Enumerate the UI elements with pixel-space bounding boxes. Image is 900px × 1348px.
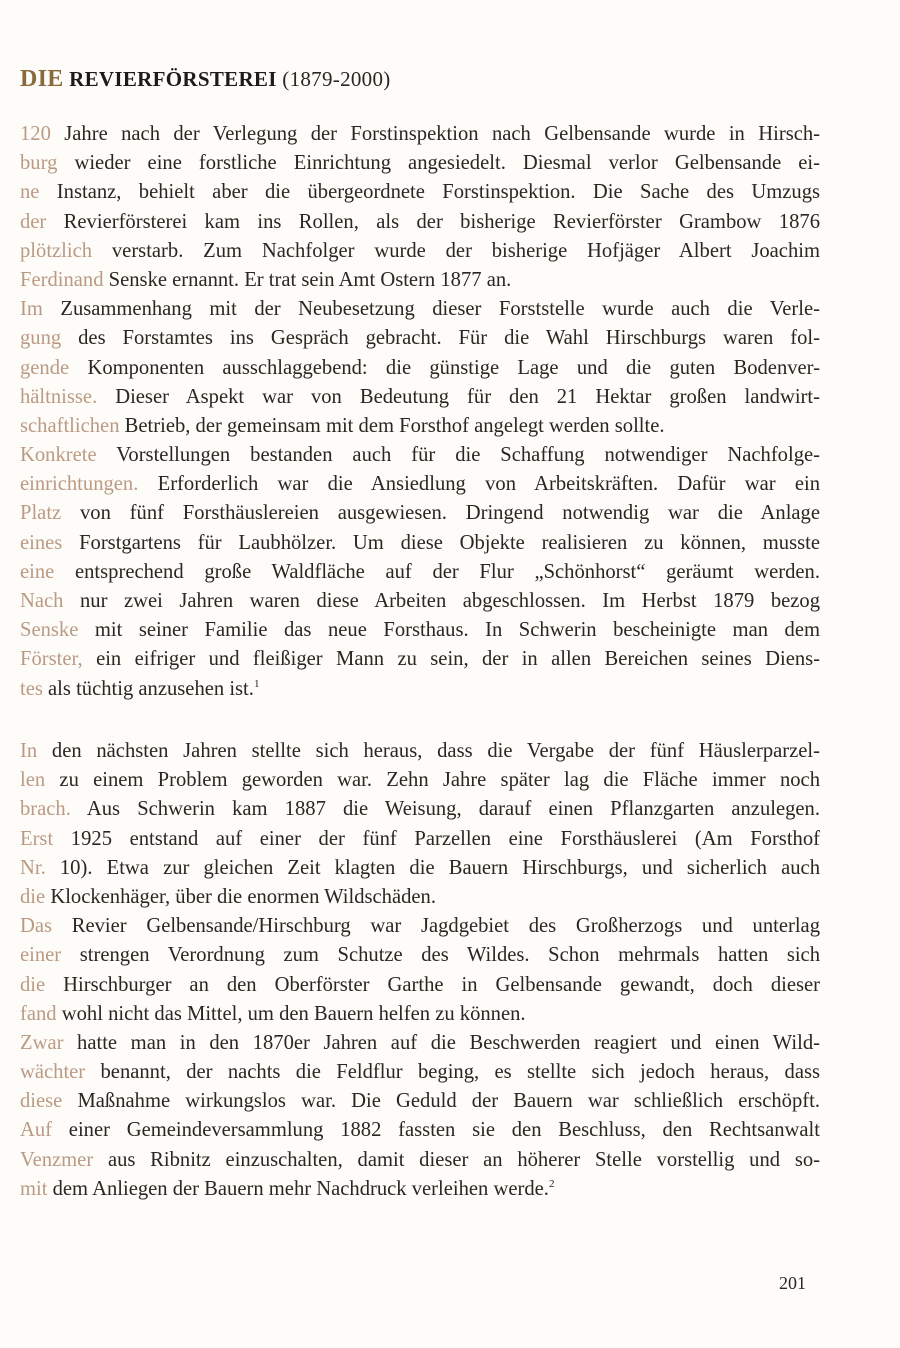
- text-line: [20, 120, 820, 149]
- footnote-marker: 1: [253, 677, 260, 690]
- line-start-fragment: einer: [20, 944, 62, 967]
- line-start-fragment: die: [20, 885, 46, 908]
- page-number: 201: [779, 1273, 806, 1293]
- text-line: [20, 1116, 820, 1145]
- footnote-marker: 2: [548, 1177, 555, 1190]
- line-start-fragment: wächter: [20, 1061, 86, 1084]
- line-text: nur zwei Jahren waren diese Arbeiten abgeschlossen. Im Herbst 1879 bezog: [63, 590, 820, 612]
- paragraph-block-2: [20, 737, 820, 1204]
- line-start-fragment: eines: [20, 531, 63, 554]
- line-text: als tüchtig anzusehen ist.: [42, 677, 254, 700]
- text-line: [20, 1087, 820, 1116]
- line-text: dem Anliegen der Bauern mehr Nachdruck verleihen werde.: [47, 1177, 549, 1200]
- text-line: [20, 1000, 820, 1029]
- line-text: Klockenhäger, über die enormen Wildschäden.: [45, 885, 436, 908]
- line-start-fragment: Im: [20, 298, 43, 321]
- line-start-fragment: mit: [20, 1177, 48, 1200]
- line-start-fragment: plötzlich: [20, 239, 93, 262]
- line-text: zu einem Problem geworden war. Zehn Jahre später lag die Fläche immer noch: [45, 769, 820, 792]
- line-text: strengen Verordnung zum Schutze des Wildes. Schon mehrmals hatten sich: [61, 944, 820, 967]
- text-line: [20, 1175, 820, 1204]
- line-text: Forstgartens für Laubhölzer. Um diese Objekte realisieren zu können, musste: [62, 531, 820, 554]
- text-line: [20, 1146, 820, 1175]
- text-line: [20, 295, 820, 324]
- text-line: [20, 499, 820, 528]
- text-line: [20, 766, 820, 795]
- text-line: [20, 883, 820, 912]
- line-text: Hirschburger an den Oberförster Garthe in Gelbensande gewandt, doch dieser: [45, 973, 820, 996]
- line-text: Zusammenhang mit der Neubesetzung dieser Forststelle wurde auch die Verle-: [42, 298, 820, 321]
- line-text: mit seiner Familie das neue Forsthaus. In Schwerin bescheinigte man dem: [78, 619, 820, 642]
- line-start-fragment: brach.: [20, 798, 71, 821]
- text-line: [20, 149, 820, 178]
- text-line: [20, 441, 820, 470]
- line-start-fragment: Ferdinand: [20, 268, 104, 291]
- line-text: benannt, der nachts die Feldflur beging, es stellte sich jedoch heraus, dass: [85, 1061, 820, 1084]
- line-start-fragment: Venzmer: [20, 1148, 94, 1171]
- text-line: [20, 971, 820, 1000]
- line-text: hatte man in den 1870er Jahren auf die Beschwerden reagiert und einen Wild-: [63, 1031, 820, 1054]
- text-line: [20, 470, 820, 499]
- line-start-fragment: burg: [20, 152, 58, 175]
- line-start-fragment: Konkrete: [20, 444, 97, 467]
- line-start-fragment: tes: [20, 677, 43, 700]
- paragraph-block-1: [20, 120, 820, 704]
- line-start-fragment: Nr.: [20, 856, 46, 879]
- line-start-fragment: Senske: [20, 619, 79, 642]
- text-line: [20, 941, 820, 970]
- line-text: Erforderlich war die Ansiedlung von Arbeitskräften. Dafür war ein: [138, 473, 820, 496]
- line-start-fragment: die: [20, 973, 46, 996]
- line-text: Dieser Aspekt war von Bedeutung für den 21 Hektar großen landwirt-: [97, 385, 820, 408]
- line-text: wohl nicht das Mittel, um den Bauern helfen zu können.: [56, 1002, 526, 1025]
- line-start-fragment: diese: [20, 1090, 63, 1113]
- line-start-fragment: Auf: [20, 1119, 53, 1142]
- text-line: [20, 825, 820, 854]
- text-line: [20, 737, 820, 766]
- heading-title: REVIERFÖRSTEREI: [69, 67, 277, 91]
- text-line: [20, 529, 820, 558]
- line-start-fragment: 120: [20, 123, 51, 145]
- line-text: Instanz, behielt aber die übergeordnete Forstinspektion. Die Sache des Umzugs: [39, 181, 820, 204]
- line-text: Maßnahme wirkungslos war. Die Geduld der Bauern war schließlich erschöpft.: [62, 1090, 820, 1113]
- text-line: [20, 237, 820, 266]
- line-start-fragment: len: [20, 769, 46, 792]
- text-line: [20, 383, 820, 412]
- line-text: Komponenten ausschlaggebend: die günstige Lage und die guten Bodenver-: [69, 356, 820, 379]
- text-line: [20, 675, 820, 704]
- line-start-fragment: Nach: [20, 590, 64, 612]
- line-start-fragment: hältnisse.: [20, 385, 98, 408]
- text-line: [20, 1029, 820, 1058]
- line-text: 1925 entstand auf einer der fünf Parzellen eine Forsthäuslerei (Am Forsthof: [53, 827, 820, 850]
- line-start-fragment: fand: [20, 1002, 57, 1025]
- line-start-fragment: gende: [20, 356, 70, 379]
- text-line: [20, 795, 820, 824]
- text-line: [20, 854, 820, 883]
- line-text: entsprechend große Waldfläche auf der Flur „Schönhorst“ geräumt werden.: [54, 560, 820, 583]
- line-text: aus Ribnitz einzuschalten, damit dieser an höherer Stelle vorstellig und so-: [93, 1148, 820, 1171]
- line-start-fragment: In: [20, 740, 38, 762]
- text-line: [20, 558, 820, 587]
- heading-prefix: DIE: [20, 66, 64, 92]
- line-start-fragment: gung: [20, 327, 62, 350]
- line-text: von fünf Forsthäuslereien ausgewiesen. Dringend notwendig war die Anlage: [61, 502, 820, 525]
- line-start-fragment: schaftlichen: [20, 414, 120, 437]
- line-text: einer Gemeindeversammlung 1882 fassten sie den Beschluss, den Rechtsanwalt: [52, 1119, 820, 1142]
- line-start-fragment: eine: [20, 560, 55, 583]
- line-text: des Forstamtes ins Gespräch gebracht. Für die Wahl Hirschburgs waren fol-: [61, 327, 820, 350]
- line-start-fragment: Das: [20, 915, 53, 938]
- line-start-fragment: Platz: [20, 502, 62, 525]
- line-start-fragment: einrichtungen.: [20, 473, 139, 496]
- line-start-fragment: ne: [20, 181, 40, 204]
- section-heading: [20, 66, 391, 93]
- text-line: [20, 208, 820, 237]
- line-text: Revier Gelbensande/Hirschburg war Jagdgebiet des Großherzogs und unterlag: [52, 915, 820, 938]
- text-line: [20, 266, 820, 295]
- line-text: Jahre nach der Verlegung der Forstinspektion nach Gelbensande wurde in Hirsch-: [50, 123, 820, 145]
- line-text: ein eifriger und fleißiger Mann zu sein, der in allen Bereichen seines Diens-: [82, 648, 820, 671]
- text-line: [20, 912, 820, 941]
- line-text: wieder eine forstliche Einrichtung angesiedelt. Diesmal verlor Gelbensande ei-: [57, 152, 820, 175]
- text-line: [20, 178, 820, 207]
- text-line: [20, 324, 820, 353]
- line-text: Betrieb, der gemeinsam mit dem Forsthof angelegt werden sollte.: [119, 414, 665, 437]
- line-start-fragment: Zwar: [20, 1031, 64, 1054]
- line-start-fragment: Förster,: [20, 648, 83, 671]
- text-line: [20, 1058, 820, 1087]
- line-text: verstarb. Zum Nachfolger wurde der bisherige Hofjäger Albert Joachim: [92, 239, 820, 262]
- line-text: 10). Etwa zur gleichen Zeit klagten die Bauern Hirschburgs, und sicherlich auch: [45, 856, 820, 879]
- line-start-fragment: Erst: [20, 827, 54, 850]
- text-line: [20, 354, 820, 383]
- text-line: [20, 587, 820, 616]
- line-text: Revierförsterei kam ins Rollen, als der bisherige Revierförster Grambow 1876: [46, 210, 820, 233]
- line-text: Vorstellungen bestanden auch für die Schaffung notwendiger Nachfolge-: [96, 444, 820, 467]
- line-text: Aus Schwerin kam 1887 die Weisung, darauf einen Pflanzgarten anzulegen.: [70, 798, 820, 821]
- line-text: den nächsten Jahren stellte sich heraus, dass die Vergabe der fünf Häuslerparzel-: [37, 740, 820, 762]
- heading-years: (1879-2000): [282, 67, 391, 91]
- text-line: [20, 412, 820, 441]
- text-line: [20, 645, 820, 674]
- text-line: [20, 616, 820, 645]
- line-start-fragment: der: [20, 210, 47, 233]
- line-text: Senske ernannt. Er trat sein Amt Ostern 1877 an.: [103, 268, 512, 291]
